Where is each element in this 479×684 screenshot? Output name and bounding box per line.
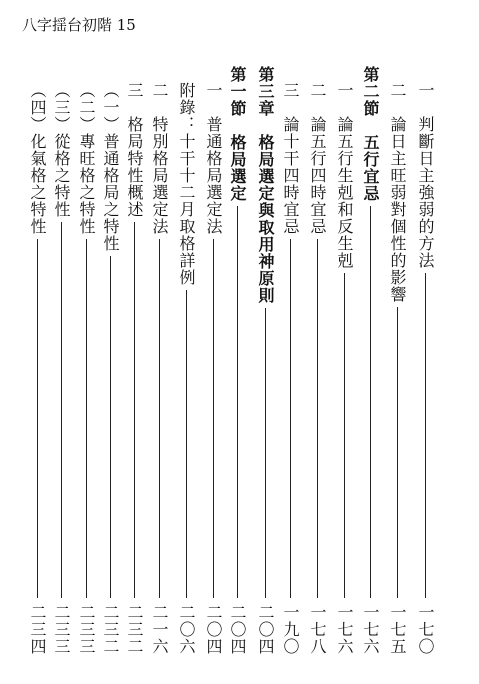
running-header: 八字揺台初階 15: [22, 16, 136, 34]
toc-entry-page: 二三二: [125, 604, 144, 655]
toc-leader-line: [265, 308, 266, 598]
toc-entry-page: 二一六: [150, 604, 169, 655]
toc-entry-page: 一七〇: [416, 604, 435, 655]
toc-leader-line: [110, 256, 111, 598]
toc-entry-page: 二〇六: [177, 604, 196, 655]
toc-leader-line: [425, 273, 426, 598]
toc-entry-page: 二〇四: [256, 604, 275, 655]
toc-leader-line: [159, 239, 160, 598]
toc-entry-title: 附錄：十干十二月取格詳例: [177, 82, 196, 286]
toc-entry-title: 三 格局特性概述: [125, 82, 144, 218]
toc-leader-line: [397, 307, 398, 598]
toc-entry-page: 二三三: [52, 604, 71, 655]
toc-entry-page: 二三三: [77, 604, 96, 655]
toc-leader-line: [86, 239, 87, 598]
toc-leader-line: [344, 273, 345, 598]
toc-leader-line: [61, 222, 62, 598]
toc-entry-title: 二 特別格局選定法: [150, 82, 169, 235]
toc-entry-title: （四）化氣格之特性: [28, 82, 47, 235]
toc-entry-title: （二）專旺格之特性: [77, 82, 96, 235]
toc-entry-page: 二〇四: [204, 604, 223, 655]
toc-leader-line: [237, 206, 238, 598]
toc-entry-title: 第一節 格局選定: [228, 66, 247, 202]
toc-entry-title: 三 論十干四時宜忌: [281, 82, 300, 235]
toc-entry-page: 二三四: [28, 604, 47, 655]
toc-leader-line: [290, 239, 291, 598]
toc-entry-page: 一七六: [361, 604, 380, 655]
toc-entry-title: 一 判斷日主強弱的方法: [416, 82, 435, 269]
toc-entry-title: 第三章 格局選定與取用神原則: [256, 66, 275, 304]
toc-entry-page: 一七八: [308, 604, 327, 655]
toc-entry-title: 第二節 五行宜忌: [361, 66, 380, 202]
toc-entry-title: （三）從格之特性: [52, 82, 71, 218]
toc-entry-title: 二 論五行四時宜忌: [308, 82, 327, 235]
toc-entry-title: （一）普通格局之特性: [101, 82, 120, 252]
toc-entry-page: 一九〇: [281, 604, 300, 655]
toc-leader-line: [186, 290, 187, 598]
toc-leader-line: [134, 222, 135, 598]
toc-entry-page: 二〇四: [228, 604, 247, 655]
toc-entry-page: 二三二: [101, 604, 120, 655]
toc-entry-page: 一七六: [335, 604, 354, 655]
toc-entry-title: 二 論日主旺弱對個性的影響: [388, 82, 407, 303]
toc-leader-line: [317, 239, 318, 598]
toc-leader-line: [37, 239, 38, 598]
toc-entry-title: 一 普通格局選定法: [204, 82, 223, 235]
toc-entry-page: 一七五: [388, 604, 407, 655]
toc-leader-line: [213, 239, 214, 598]
toc-leader-line: [370, 206, 371, 598]
toc-entry-title: 一 論五行生剋和反生剋: [335, 82, 354, 269]
